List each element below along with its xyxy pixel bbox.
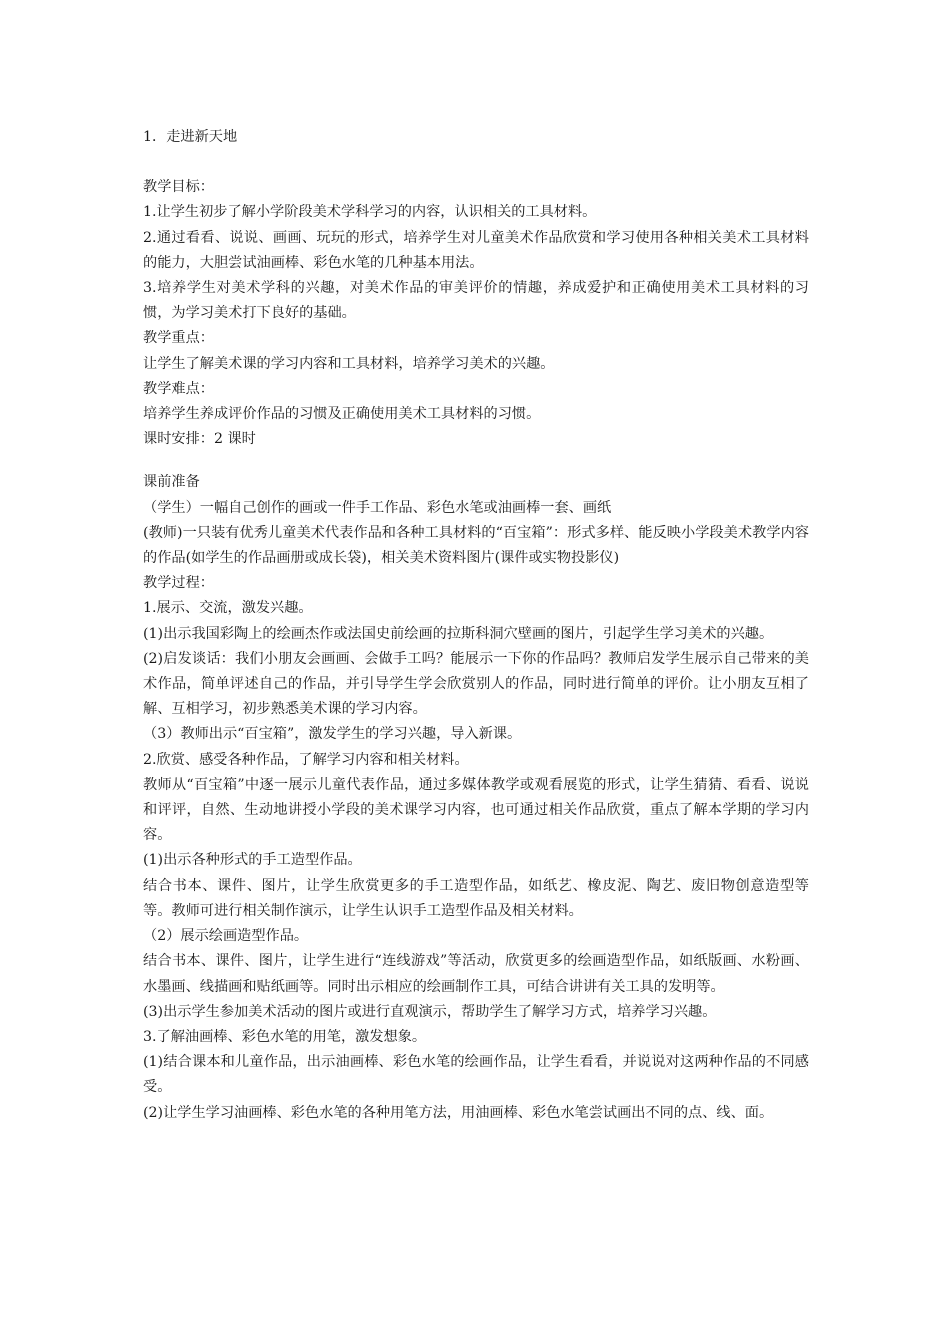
preparation-item: （学生）一幅自己创作的画或一件手工作品、彩色水笔或油画棒一套、画纸	[143, 499, 612, 516]
schedule-text: 课时安排：2 课时	[143, 431, 256, 448]
objectives-heading: 教学目标：	[143, 179, 214, 196]
process-item: 结合书本、课件、图片，让学生欣赏更多的手工造型作品，如纸艺、橡皮泥、陶艺、废旧物创意造型等等。教师可进行相关制作演示，让学生认识手工造型作品及相关材料。	[143, 877, 809, 919]
process-item: (3)出示学生参加美术活动的图片或进行直观演示，帮助学生了解学习方式，培养学习兴趣。	[143, 1003, 717, 1020]
document-title: 1．走进新天地	[143, 129, 238, 145]
process-item: (2)让学生学习油画棒、彩色水笔的各种用笔方法，用油画棒、彩色水笔尝试画出不同的点、线、面。	[143, 1104, 774, 1121]
difficulties-text: 培养学生养成评价作品的习惯及正确使用美术工具材料的习惯。	[143, 406, 541, 423]
process-item: （2）展示绘画造型作品。	[143, 928, 309, 945]
process-item: 2.欣赏、感受各种作品，了解学习内容和相关材料。	[143, 751, 469, 768]
objective-item: 3.培养学生对美术学科的兴趣，对美术作品的审美评价的情趣，养成爱护和正确使用美术工具材料的习惯，为学习美术打下良好的基础。	[143, 280, 809, 322]
process-item: (1)结合课本和儿童作品，出示油画棒、彩色水笔的绘画作品，让学生看看，并说说对这两种作品的不同感受。	[143, 1054, 809, 1096]
process-heading: 教学过程：	[143, 575, 214, 592]
process-item: 1.展示、交流，激发兴趣。	[143, 600, 313, 617]
process-item: （3）教师出示“百宝箱”，激发学生的学习兴趣，导入新课。	[143, 726, 522, 743]
process-item: (1)出示我国彩陶上的绘画杰作或法国史前绘画的拉斯科洞穴壁画的图片，引起学生学习美术的兴趣。	[143, 625, 774, 642]
process-item: (2)启发谈话：我们小朋友会画画、会做手工吗？能展示一下你的作品吗？教师启发学生展示自己带来的美术作品，简单评述自己的作品，并引导学生学会欣赏别人的作品，同时进行简单的评价。让小朋友互相了解、互相学习，初步熟悉美术课的学习内容。	[143, 650, 809, 718]
key-points-text: 让学生了解美术课的学习内容和工具材料，培养学习美术的兴趣。	[143, 355, 555, 372]
process-item: 结合书本、课件、图片，让学生进行“连线游戏”等活动，欣赏更多的绘画造型作品，如纸版画、水粉画、水墨画、线描画和贴纸画等。同时出示相应的绘画制作工具，可结合讲讲有关工具的发明等。	[143, 953, 809, 995]
section-gap	[143, 452, 809, 470]
objective-item: 1.让学生初步了解小学阶段美术学科学习的内容，认识相关的工具材料。	[143, 204, 597, 221]
process-item: 3.了解油画棒、彩色水笔的用笔，激发想象。	[143, 1028, 427, 1045]
document-body	[143, 125, 809, 1126]
process-item: 教师从“百宝箱”中逐一展示儿童代表作品，通过多媒体教学或观看展览的形式，让学生猜猜、看看、说说和评评，自然、生动地讲授小学段的美术课学习内容，也可通过相关作品欣赏，重点了解本学期的学习内容。	[143, 776, 809, 844]
process-item: (1)出示各种形式的手工造型作品。	[143, 852, 362, 869]
objective-item: 2.通过看看、说说、画画、玩玩的形式，培养学生对儿童美术作品欣赏和学习使用各种相关美术工具材料的能力，大胆尝试油画棒、彩色水笔的几种基本用法。	[143, 229, 809, 271]
difficulties-heading: 教学难点：	[143, 380, 214, 397]
key-points-heading: 教学重点：	[143, 330, 214, 347]
preparation-item: (教师)一只装有优秀儿童美术代表作品和各种工具材料的“百宝箱”：形式多样、能反映小学段美术教学内容的作品(如学生的作品画册或成长袋)，相关美术资料图片(课件或实物投影仪)	[143, 524, 809, 567]
preparation-heading: 课前准备	[143, 474, 200, 491]
